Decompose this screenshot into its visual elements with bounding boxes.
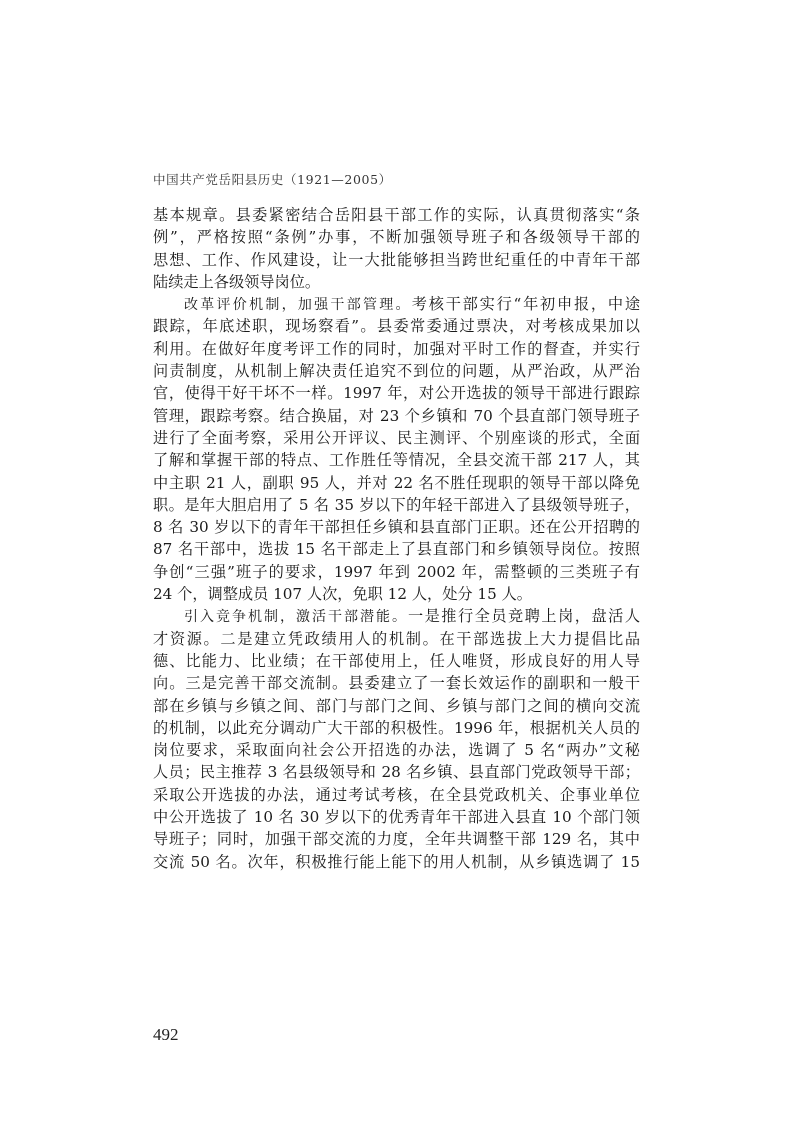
text-line: 24 个，调整成员 107 人次，免职 12 人，处分 15 人。 bbox=[153, 585, 532, 604]
paragraph-lead: 改革评价机制，加强干部管理。 bbox=[184, 297, 412, 314]
text-line: 利用。在做好年度考评工作的同时，加强对平时工作的督查，并实行 bbox=[153, 339, 640, 358]
text-line: 例”，严格按照“条例”办事，不断加强领导班子和各级领导干部的 bbox=[153, 228, 640, 247]
text-line bbox=[153, 605, 640, 627]
text-line: 中主职 21 人，副职 95 人，并对 22 名不胜任现职的领导干部以降免 bbox=[153, 473, 640, 492]
text-line: 问责制度，从机制上解决责任追究不到位的问题，从严治政，从严治 bbox=[153, 362, 640, 381]
page-number: 492 bbox=[153, 1025, 179, 1044]
text-line: 中公开选拔了 10 名 30 岁以下的优秀青年干部进入县直 10 个部门领 bbox=[153, 808, 640, 827]
text-line: 进行了全面考察，采用公开评议、民主测评、个别座谈的形式，全面 bbox=[153, 428, 640, 447]
text-line: 陆续走上各级领导岗位。 bbox=[153, 272, 321, 291]
paragraph-3 bbox=[153, 605, 640, 873]
text-line: 向。三是完善干部交流制。县委建立了一套长效运作的副职和一般干 bbox=[153, 674, 640, 693]
text-line: 跟踪，年底述职，现场察看”。县委常委通过票决，对考核成果加以 bbox=[153, 317, 640, 336]
text-line: 基本规章。县委紧密结合岳阳县干部工作的实际，认真贯彻落实“条 bbox=[153, 206, 640, 224]
text-span: 一是推行全员竞聘上岗，盘活人 bbox=[407, 607, 640, 626]
text-line: 才资源。二是建立凭政绩用人的机制。在干部选拔上大力提倡比品 bbox=[153, 629, 640, 648]
text-line: 思想、工作、作风建设，让一大批能够担当跨世纪重任的中青年干部 bbox=[153, 250, 640, 269]
text-line bbox=[153, 293, 640, 315]
text-span: 考核干部实行“年初申报，中途 bbox=[411, 295, 640, 314]
paragraph-2 bbox=[153, 293, 640, 605]
text-line: 岗位要求，采取面向社会公开招选的办法，选调了 5 名“两办”文秘 bbox=[153, 741, 640, 760]
text-line: 德、比能力、比业绩；在干部使用上，任人唯贤，形成良好的用人导 bbox=[153, 651, 640, 670]
text-line: 8 名 30 岁以下的青年干部担任乡镇和县直部门正职。还在公开招聘的 bbox=[153, 518, 640, 537]
text-line: 争创“三强”班子的要求，1997 年到 2002 年，需整顿的三类班子有 bbox=[153, 562, 640, 581]
text-line: 87 名干部中，选拔 15 名干部走上了县直部门和乡镇领导岗位。按照 bbox=[153, 540, 640, 559]
text-line: 管理，跟踪考察。结合换届，对 23 个乡镇和 70 个县直部门领导班子 bbox=[153, 406, 640, 425]
text-line: 了解和掌握干部的特点、工作胜任等情况，全县交流干部 217 人，其 bbox=[153, 451, 640, 470]
body-text bbox=[153, 204, 640, 873]
text-line: 采取公开选拔的办法，通过考试考核，在全县党政机关、企事业单位 bbox=[153, 785, 640, 804]
text-line: 部在乡镇与乡镇之间、部门与部门之间、乡镇与部门之间的横向交流 bbox=[153, 696, 640, 715]
text-line: 交流 50 名。次年，积极推行能上能下的用人机制，从乡镇选调了 15 bbox=[153, 852, 640, 871]
text-line: 的机制，以此充分调动广大干部的积极性。1996 年，根据机关人员的 bbox=[153, 718, 640, 737]
text-line: 人员；民主推荐 3 名县级领导和 28 名乡镇、县直部门党政领导干部； bbox=[153, 763, 640, 782]
paragraph-lead: 引入竞争机制，激活干部潜能。 bbox=[184, 609, 408, 626]
paragraph-1 bbox=[153, 204, 640, 293]
text-line: 职。是年大胆启用了 5 名 35 岁以下的年轻干部进入了县级领导班子， bbox=[153, 495, 640, 514]
text-line: 导班子；同时，加强干部交流的力度，全年共调整干部 129 名，其中 bbox=[153, 830, 640, 849]
running-header: 中国共产党岳阳县历史（1921—2005） bbox=[153, 172, 392, 187]
text-line: 官，使得干好干坏不一样。1997 年，对公开选拔的领导干部进行跟踪 bbox=[153, 384, 640, 403]
